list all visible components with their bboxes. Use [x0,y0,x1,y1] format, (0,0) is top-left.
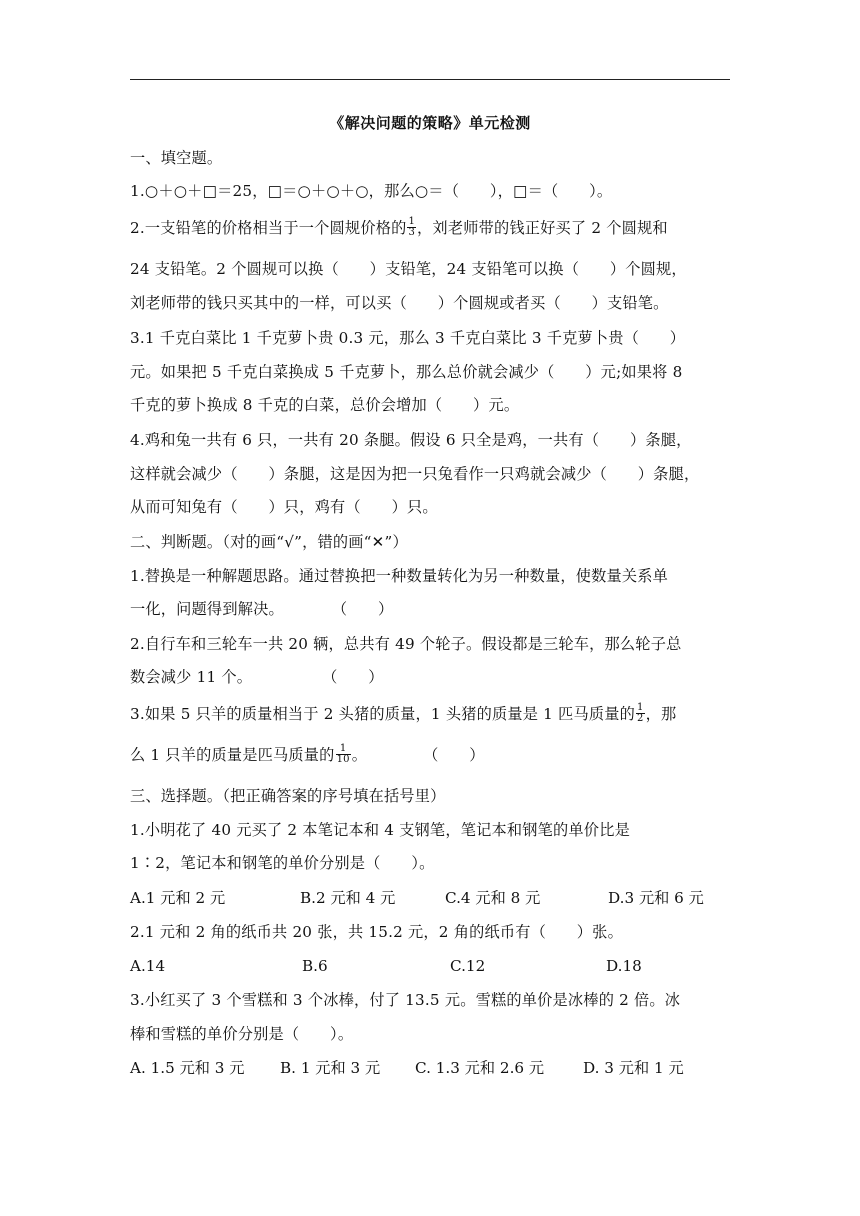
question-2-1-text: 一化，问题得到解决。 [130,600,284,618]
fraction-one-third [407,217,416,238]
option-3-2-c: C.12 [450,957,486,975]
question-2-1-line-1: 1.替换是一种解题思路。通过替换把一种数量转化为另一种数量，使数量关系单 [130,567,669,585]
question-3-1-line-2: 1∶2，笔记本和钢笔的单价分别是（ ）。 [130,854,435,872]
option-3-1-a: A.1 元和 2 元 [130,889,226,907]
header-rule [130,79,730,80]
fraction-denominator: 2 [637,712,644,724]
fraction-denominator: 3 [408,226,416,238]
option-3-3-c: C. 1.3 元和 2.6 元 [415,1059,545,1077]
question-1-4-line-3: 从而可知兔有（ ）只，鸡有（ ）只。 [130,498,438,516]
question-1-1: 1.○＋○＋□＝25，□＝○＋○＋○，那么○＝（ ），□＝（ ）。 [130,182,613,200]
section-1-heading: 一、填空题。 [130,149,223,167]
fraction-numerator: 1 [637,701,644,713]
question-1-3-line-1: 3.1 千克白菜比 1 千克萝卜贵 0.3 元，那么 3 千克白菜比 3 千克萝卜贵（ ） [130,329,686,347]
question-2-3-text-c: 么 1 只羊的质量是匹马质量的 [130,746,335,764]
section-2-heading: 二、判断题。（对的画“√”，错的画“✕”） [130,533,408,551]
question-1-2-line-1 [130,215,668,240]
question-2-3-line-1 [130,701,677,726]
answer-blank: （ ） [423,746,485,764]
question-1-2-line-2: 24 支铅笔。2 个圆规可以换（ ）支铅笔，24 支铅笔可以换（ ）个圆规， [130,260,687,278]
fraction-numerator: 1 [336,744,351,755]
question-2-3-text-d: 。 [351,746,368,764]
question-1-3-line-2: 元。如果把 5 千克白菜换成 5 千克萝卜，那么总价就会减少（ ）元;如果将 8 [130,363,683,381]
answer-blank: （ ） [331,600,394,618]
option-3-2-b: B.6 [302,957,328,975]
question-1-2-text-b: ，刘老师带的钱正好买了 2 个圆规和 [417,219,668,237]
question-1-3-line-3: 千克的萝卜换成 8 千克的白菜，总价会增加（ ）元。 [130,396,520,414]
option-3-3-b: B. 1 元和 3 元 [280,1059,381,1077]
fraction-numerator: 1 [408,215,416,227]
fraction-denominator: 10 [336,753,350,765]
option-3-1-b: B.2 元和 4 元 [300,889,396,907]
question-2-2-line-1: 2.自行车和三轮车一共 20 辆，总共有 49 个轮子。假设都是三轮车，那么轮子总 [130,635,682,653]
question-3-1-line-1: 1.小明花了 40 元买了 2 本笔记本和 4 支钢笔，笔记本和钢笔的单价比是 [130,821,630,839]
answer-blank: （ ） [322,668,384,686]
question-1-2-line-3: 刘老师带的钱只买其中的一样，可以买（ ）个圆规或者买（ ）支铅笔。 [130,294,669,312]
fraction-one-half [636,703,645,724]
question-2-3-line-2 [130,742,485,767]
question-2-3-text-a: 3.如果 5 只羊的质量相当于 2 头猪的质量，1 头猪的质量是 1 匹马质量的 [130,705,635,723]
question-1-2-text-a: 2.一支铅笔的价格相当于一个圆规价格的 [130,219,407,237]
page-title: 《解决问题的策略》单元检测 [329,114,531,132]
question-3-2-line-1: 2.1 元和 2 角的纸币共 20 张，共 15.2 元，2 角的纸币有（ ）张。 [130,923,623,941]
question-1-4-line-2: 这样就会减少（ ）条腿，这是因为把一只兔看作一只鸡就会减少（ ）条腿， [130,465,700,483]
option-3-1-c: C.4 元和 8 元 [445,889,541,907]
question-2-1-line-2 [130,599,393,619]
option-3-3-d: D. 3 元和 1 元 [583,1059,684,1077]
option-3-3-a: A. 1.5 元和 3 元 [130,1059,245,1077]
option-3-2-d: D.18 [606,957,642,975]
question-2-3-text-b: ，那 [645,705,677,723]
question-3-3-line-1: 3.小红买了 3 个雪糕和 3 个冰棒，付了 13.5 元。雪糕的单价是冰棒的 2 倍。冰 [130,991,681,1009]
section-3-heading: 三、选择题。（把正确答案的序号填在括号里） [130,787,446,805]
question-3-3-line-2: 棒和雪糕的单价分别是（ ）。 [130,1025,354,1043]
question-1-4-line-1: 4.鸡和兔一共有 6 只，一共有 20 条腿。假设 6 只全是鸡，一共有（ ）条腿， [130,431,692,449]
question-2-2-text: 数会减少 11 个。 [130,668,253,686]
option-3-2-a: A.14 [130,957,166,975]
option-3-1-d: D.3 元和 6 元 [608,889,704,907]
fraction-one-tenth [336,744,351,765]
question-2-2-line-2 [130,667,384,687]
